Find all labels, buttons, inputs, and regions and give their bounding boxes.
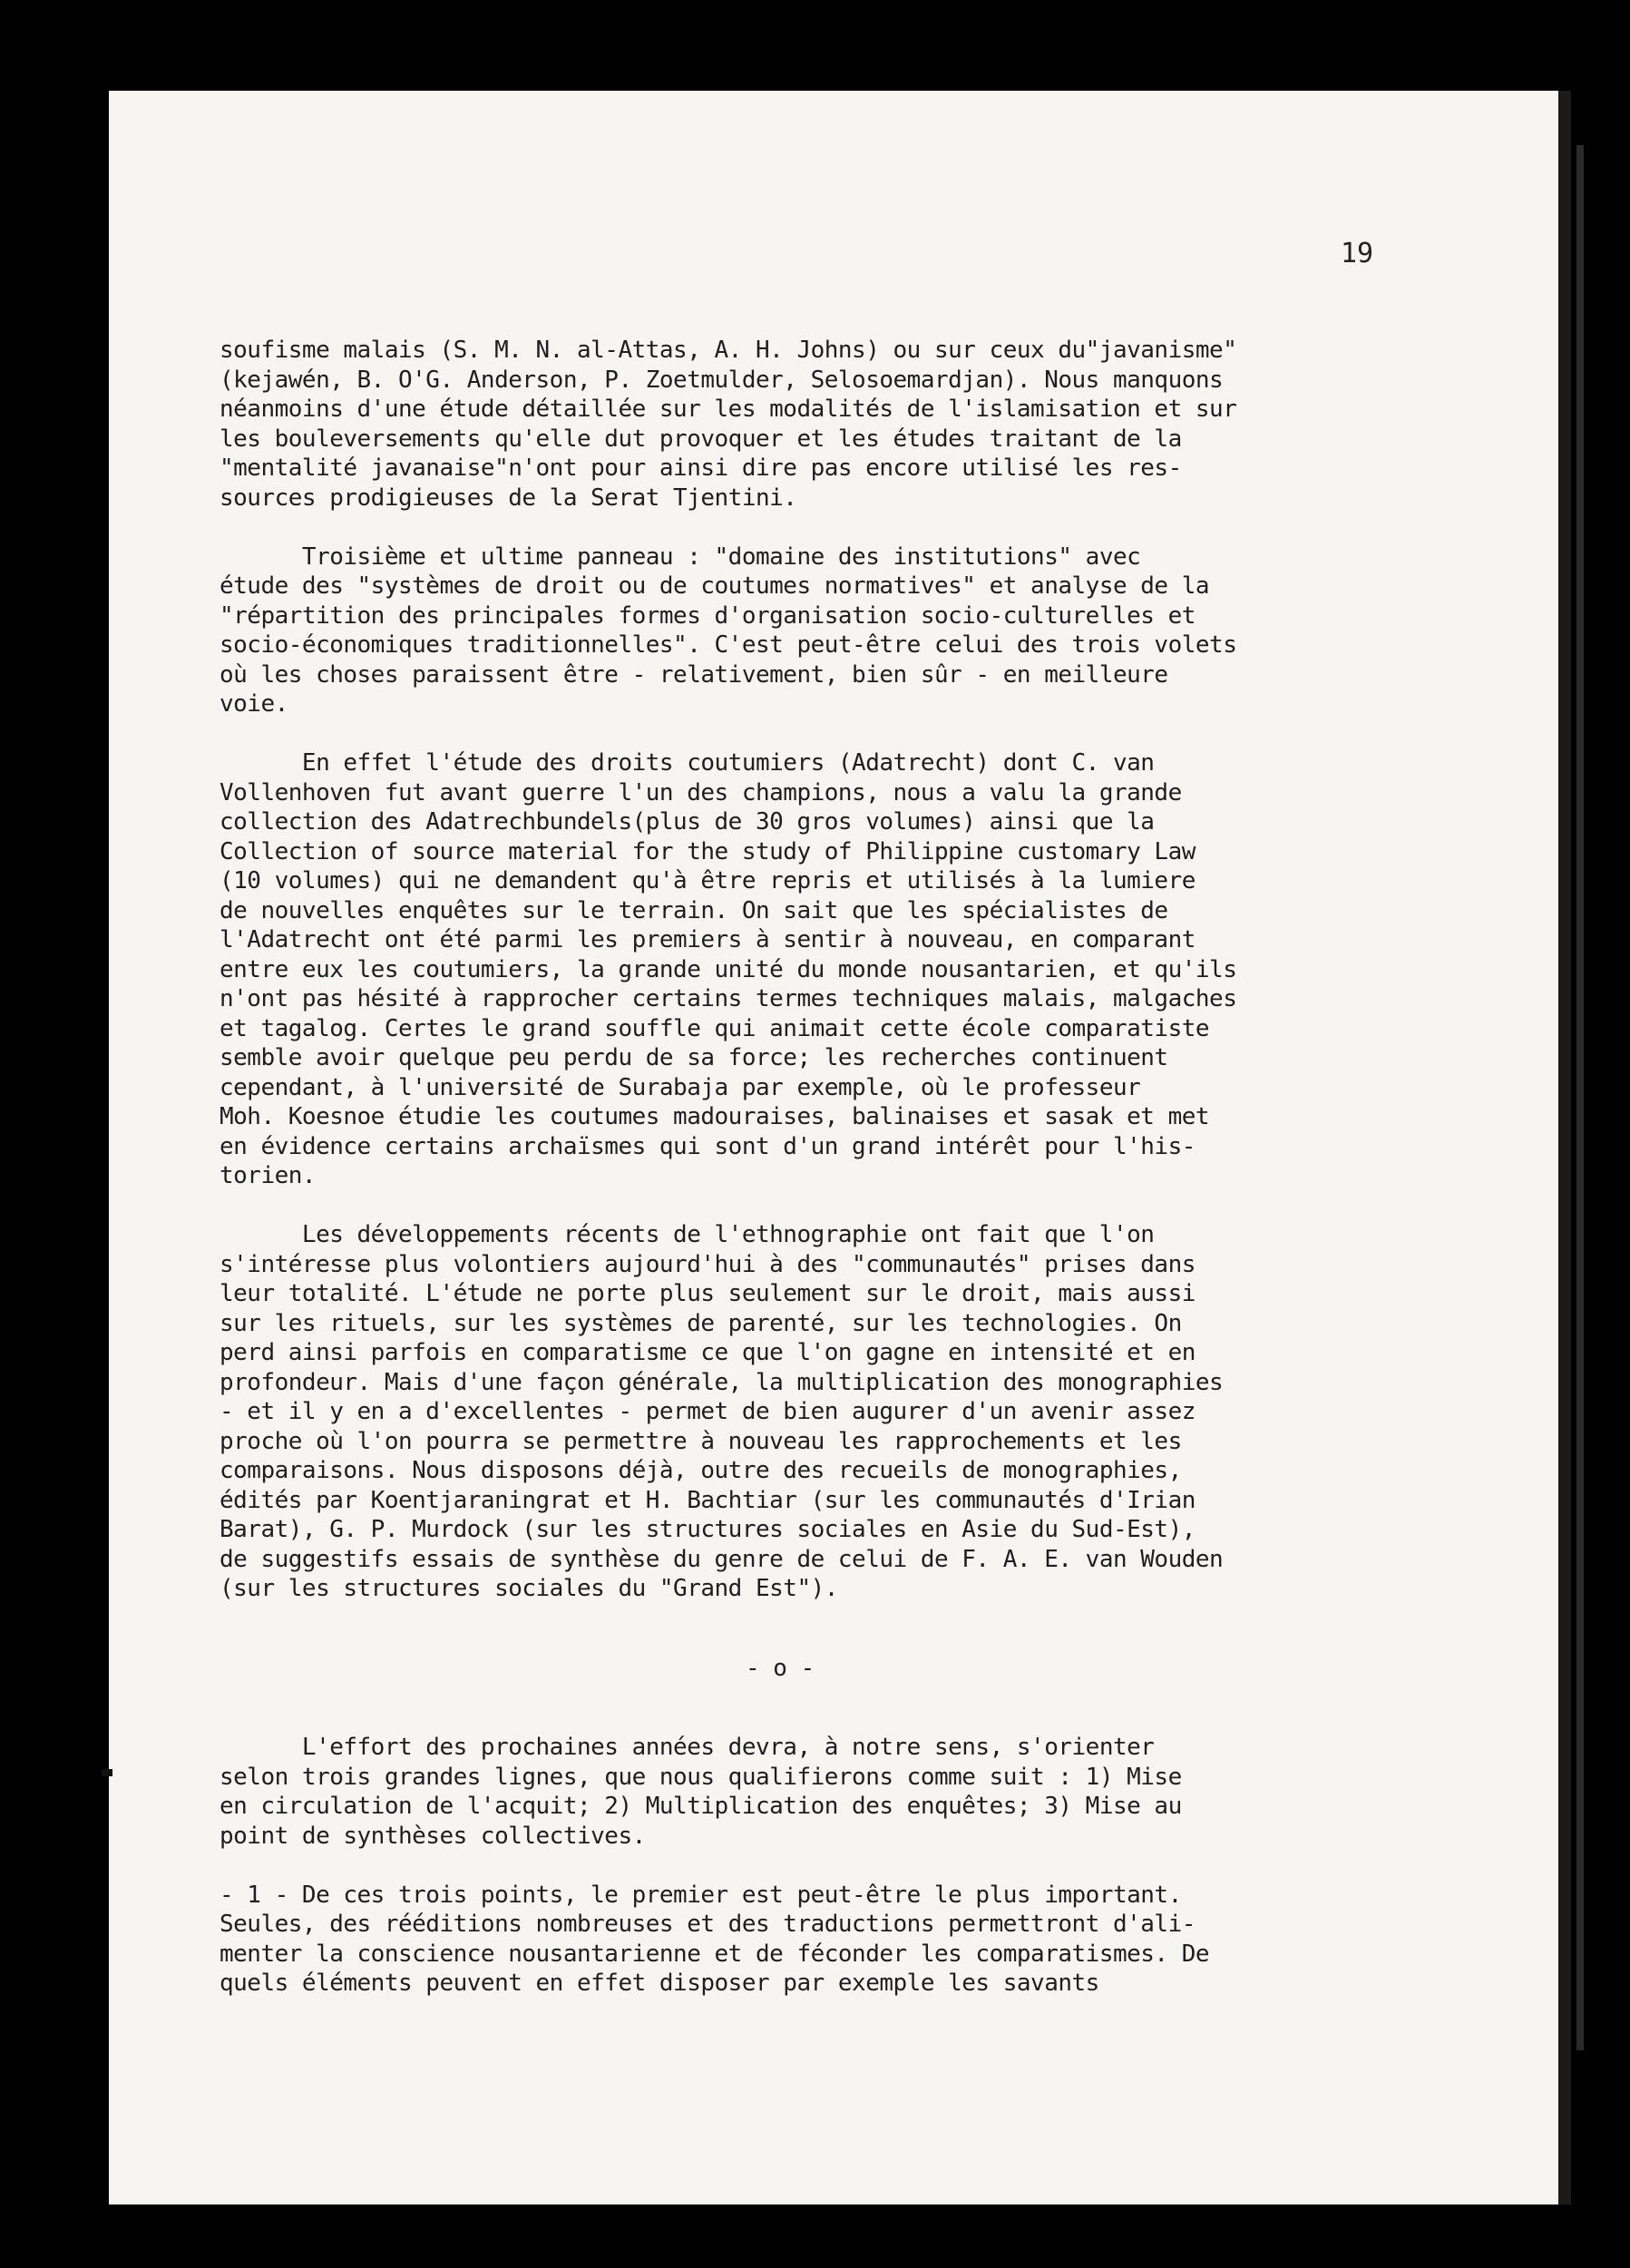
paragraph-p6 <box>220 1881 1431 1999</box>
text-line: (10 volumes) qui ne demandent qu'à être repris et utilisés à la lumiere <box>220 867 1196 894</box>
paragraph-p3 <box>220 748 1431 1191</box>
binding-edge <box>1576 145 1584 2050</box>
page-edge-shadow <box>1558 91 1571 2204</box>
text-line: s'intéresse plus volontiers aujourd'hui à des "communautés" prises dans <box>220 1250 1196 1278</box>
paragraph-p2 <box>220 543 1431 719</box>
text-line: soufisme malais (S. M. N. al-Attas, A. H. Johns) ou sur ceux du"javanisme" <box>220 337 1237 364</box>
text-line: et tagalog. Certes le grand souffle qui animait cette école comparatiste <box>220 1014 1210 1042</box>
text-line: sources prodigieuses de la Serat Tjentini. <box>220 484 797 512</box>
text-line: étude des "systèmes de droit ou de coutumes normatives" et analyse de la <box>220 572 1210 600</box>
text-line: socio-économiques traditionnelles". C'est peut-être celui des trois volets <box>220 631 1237 659</box>
text-line: proche où l'on pourra se permettre à nouveau les rapprochements et les <box>220 1427 1182 1455</box>
text-line: L'effort des prochaines années devra, à notre sens, s'orienter <box>220 1734 1155 1761</box>
text-line: Les développements récents de l'ethnographie ont fait que l'on <box>220 1221 1155 1248</box>
text-line: collection des Adatrechbundels(plus de 30 gros volumes) ainsi que la <box>220 808 1155 836</box>
paragraph-p1 <box>220 336 1431 513</box>
text-line: de suggestifs essais de synthèse du genre de celui de F. A. E. van Wouden <box>220 1545 1224 1573</box>
text-line: cependant, à l'université de Surabaja par exemple, où le professeur <box>220 1073 1141 1101</box>
paragraph-p4 <box>220 1220 1431 1604</box>
text-line: Troisième et ultime panneau : "domaine des institutions" avec <box>220 543 1141 571</box>
text-line: Seules, des rééditions nombreuses et des traductions permettront d'ali- <box>220 1911 1196 1938</box>
text-line: n'ont pas hésité à rapprocher certains termes techniques malais, malgaches <box>220 985 1237 1012</box>
text-line: (sur les structures sociales du "Grand Est"). <box>220 1575 838 1602</box>
text-line: voie. <box>220 690 288 718</box>
paragraph-separator <box>220 1654 1431 1684</box>
text-line: Moh. Koesnoe étudie les coutumes madouraises, balinaises et sasak et met <box>220 1103 1210 1130</box>
text-line: édités par Koentjaraningrat et H. Bachtiar (sur les communautés d'Irian <box>220 1486 1196 1514</box>
text-line: Collection of source material for the study of Philippine customary Law <box>220 837 1196 865</box>
text-line: - et il y en a d'excellentes - permet de bien augurer d'un avenir assez <box>220 1398 1196 1425</box>
text-line: "répartition des principales formes d'organisation socio-culturelles et <box>220 601 1196 630</box>
text-line: entre eux les coutumiers, la grande unité du monde nousantarien, et qu'ils <box>220 955 1237 983</box>
text-line: en évidence certains archaïsmes qui sont d'un grand intérêt pour l'his- <box>220 1132 1196 1160</box>
text-line: leur totalité. L'étude ne porte plus seulement sur le droit, mais aussi <box>220 1280 1196 1307</box>
text-line: menter la conscience nousantarienne et de féconder les comparatismes. De <box>220 1940 1210 1968</box>
text-line: l'Adatrecht ont été parmi les premiers à sentir à nouveau, en comparant <box>220 926 1196 953</box>
page-number: 19 <box>1341 238 1374 269</box>
text-line: semble avoir quelque peu perdu de sa force; les recherches continuent <box>220 1044 1168 1071</box>
text-line: en circulation de l'acquit; 2) Multiplication des enquêtes; 3) Mise au <box>220 1793 1182 1820</box>
margin-mark <box>102 1769 112 1776</box>
text-line: - 1 - De ces trois points, le premier est peut-être le plus important. <box>220 1881 1182 1909</box>
text-line: Vollenhoven fut avant guerre l'un des champions, nous a valu la grande <box>220 778 1182 807</box>
text-line: En effet l'étude des droits coutumiers (Adatrecht) dont C. van <box>220 749 1155 777</box>
text-line: les bouleversements qu'elle dut provoquer et les études traitant de la <box>220 425 1182 453</box>
text-line: selon trois grandes lignes, que nous qualifierons comme suit : 1) Mise <box>220 1763 1182 1791</box>
text-line: profondeur. Mais d'une façon générale, la multiplication des monographies <box>220 1368 1224 1396</box>
paragraph-p5 <box>220 1733 1431 1851</box>
text-line: comparaisons. Nous disposons déjà, outre des recueils de monographies, <box>220 1457 1182 1484</box>
text-line: (kejawén, B. O'G. Anderson, P. Zoetmulder, Selosoemardjan). Nous manquons <box>220 366 1224 394</box>
body-text <box>220 336 1431 1999</box>
text-line: où les choses paraissent être - relativement, bien sûr - en meilleure <box>220 660 1168 689</box>
text-line: néanmoins d'une étude détaillée sur les modalités de l'islamisation et sur <box>220 396 1237 423</box>
text-line: torien. <box>220 1162 317 1189</box>
text-line: de nouvelles enquêtes sur le terrain. On sait que les spécialistes de <box>220 896 1168 924</box>
text-line: quels éléments peuvent en effet disposer par exemple les savants <box>220 1970 1099 1997</box>
text-line: Barat), G. P. Murdock (sur les structures sociales en Asie du Sud-Est), <box>220 1516 1196 1543</box>
text-line: "mentalité javanaise"n'ont pour ainsi dire pas encore utilisé les res- <box>220 455 1182 482</box>
text-line: perd ainsi parfois en comparatisme ce que l'on gagne en intensité et en <box>220 1339 1196 1366</box>
text-line: point de synthèses collectives. <box>220 1822 646 1850</box>
text-line: - o - <box>746 1654 815 1682</box>
text-line: sur les rituels, sur les systèmes de parenté, sur les technologies. On <box>220 1309 1182 1337</box>
